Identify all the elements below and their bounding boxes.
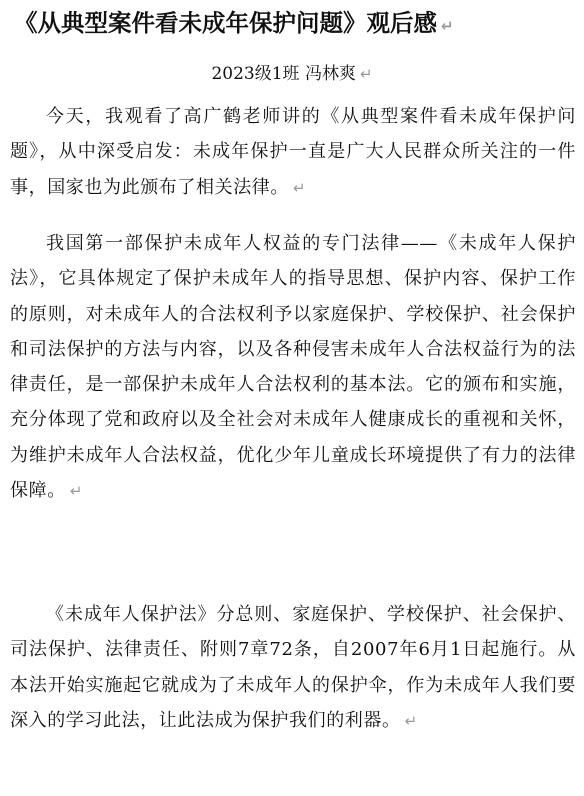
paragraph-mark-icon: ↵ [293, 178, 306, 197]
paragraph-3-text: 《未成年人保护法》分总则、家庭保护、学校保护、社会保护、司法保护、法律责任、附则7章72条，自2007年6月1日起施行。从本法开始实施起它就成为了未成年人的保护伞，作为未成年人我们要深入的学习此法，让此法成为保护我们的利器。 [10, 604, 576, 731]
paragraph-2 [10, 226, 576, 509]
paragraph-mark-icon: ↵ [441, 17, 454, 35]
paragraph-1-text: 今天，我观看了高广鹤老师讲的《从典型案件看未成年保护问题》，从中深受启发：未成年保护一直是广大人民群众所关注的一件事，国家也为此颁布了相关法律。 [10, 106, 576, 198]
document-title [14, 6, 580, 43]
paragraph-3 [10, 597, 576, 739]
paragraph-2-text: 我国第一部保护未成年人权益的专门法律——《未成年人保护法》，它具体规定了保护未成年人的指导思想、保护内容、保护工作的原则，对未成年人的合法权利予以家庭保护、学校保护、社会保护和司法保护的方法与内容，以及各种侵害未成年人合法权益行为的法律责任，是一部保护未成年人合法权利的基本法。它的颁布和实施，充分体现了党和政府以及全社会对未成年人健康成长的重视和关怀，为维护未成年人合法权益，优化少年儿童成长环境提供了有力的法律保障。 [10, 233, 576, 502]
paragraph-mark-icon: ↵ [404, 711, 418, 730]
author-byline [0, 61, 584, 87]
paragraph-mark-icon: ↵ [69, 482, 83, 501]
byline-text: 2023级1班 冯林爽 [211, 64, 356, 84]
paragraph-mark-icon: ↵ [359, 65, 373, 83]
paragraph-1 [10, 99, 576, 206]
title-text: 《从典型案件看未成年保护问题》观后感 [14, 9, 437, 37]
